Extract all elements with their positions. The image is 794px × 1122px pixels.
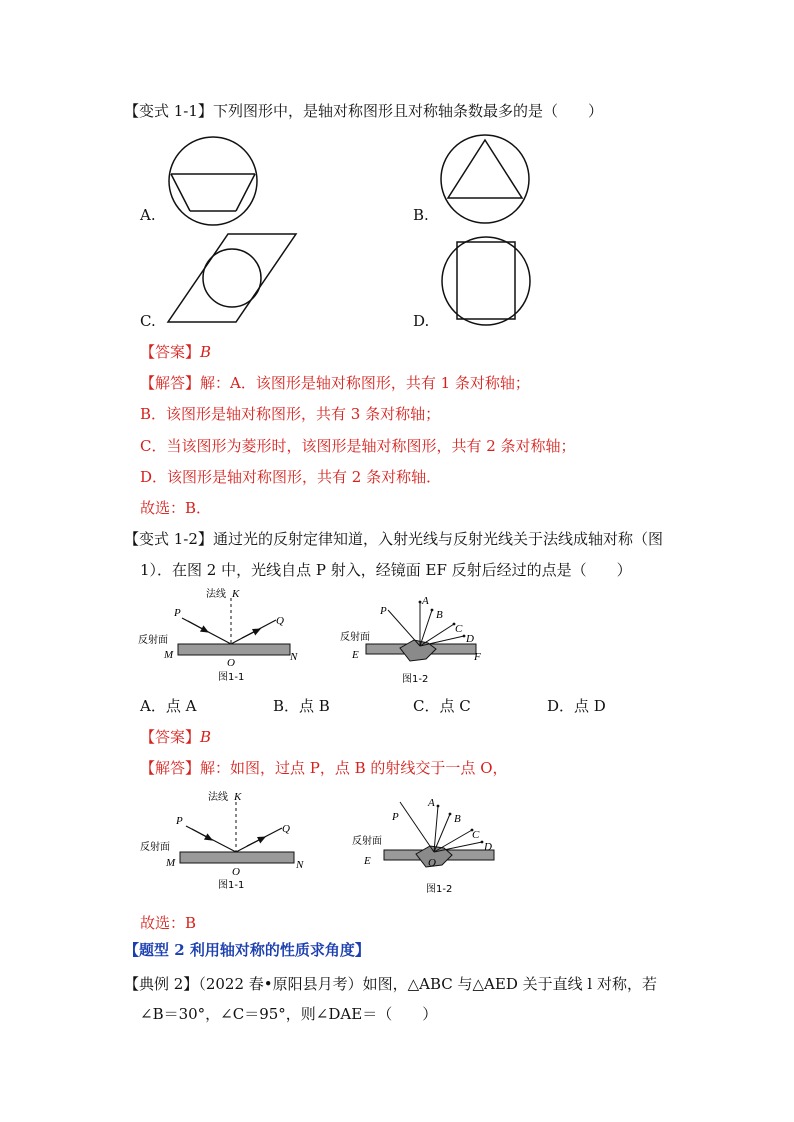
sol-fig2-o-label: O <box>428 857 436 869</box>
q3-stem-line1 <box>124 974 657 994</box>
fig2-a-label: A <box>422 595 429 607</box>
q1-explain-2: B．该图形是轴对称图形，共有 3 条对称轴； <box>140 405 441 423</box>
fig2-f-label: F <box>474 651 481 663</box>
q2-option-c: C．点 C <box>413 697 471 715</box>
q3-label: 【典例 2】 <box>124 975 199 993</box>
sol-fig1-normal-label: 法线 <box>208 792 228 803</box>
q1-answer-value: B <box>200 343 212 361</box>
q1-stem <box>124 101 603 121</box>
q2-option-d: D．点 D <box>547 697 606 715</box>
fig2-p-label: P <box>380 605 387 617</box>
q2-conclusion: 故选：B <box>140 914 197 932</box>
sol-fig2-e-label: E <box>364 855 371 867</box>
sol-fig2-a-label: A <box>428 797 435 809</box>
figure-c <box>168 232 298 324</box>
sol-fig1-n-label: N <box>296 859 304 871</box>
q1-explain-label: 【解答】 <box>140 374 201 392</box>
sol-fig2-b-label: B <box>454 813 461 825</box>
figure-1-2 <box>336 588 496 688</box>
fig1-k-label: K <box>232 588 240 600</box>
fig2-c-label: C <box>455 623 463 635</box>
fig1-caption: 图1-1 <box>218 672 245 683</box>
fig2-e-label: E <box>352 649 359 661</box>
sol-fig2-c-label: C <box>472 829 480 841</box>
figure-a <box>168 136 258 226</box>
q2-stem-line2: 1）．在图 2 中，光线自点 P 射入，经镜面 EF 反射后经过的点是（ ） <box>140 561 632 579</box>
q2-explain <box>140 758 508 778</box>
sol-fig1-o-label: O <box>232 866 240 878</box>
fig1-m-label: M <box>164 649 174 661</box>
fig1-normal-label: 法线 <box>206 589 226 600</box>
q1-answer-label: 【答案】 <box>140 343 201 361</box>
sol-fig2-d-label: D <box>484 841 492 853</box>
option-a: A. <box>140 206 156 224</box>
sol-fig1-caption: 图1-1 <box>218 880 245 891</box>
q2-answer <box>140 727 211 747</box>
q2-option-a: A．点 A <box>140 697 197 715</box>
section-heading: 【题型 2 利用轴对称的性质求角度】 <box>124 941 370 959</box>
option-d: D. <box>413 312 430 330</box>
fig1-mirror-label: 反射面 <box>138 635 168 646</box>
fig1-o-label: O <box>227 657 235 669</box>
q2-label: 【变式 1-2】 <box>124 530 213 548</box>
figure-1-1 <box>130 588 310 688</box>
q2-explain-label: 【解答】 <box>140 759 201 777</box>
sol-fig1-mirror-label: 反射面 <box>140 842 170 853</box>
fig1-p-label: P <box>174 607 181 619</box>
figure-b <box>440 134 530 224</box>
q3-stem-line2: ∠B＝30°，∠C＝95°，则∠DAE＝（ ） <box>140 1005 438 1023</box>
fig2-mirror-label: 反射面 <box>340 632 370 643</box>
q2-text-1: 通过光的反射定律知道，入射光线与反射光线关于法线成轴对称（图 <box>212 530 663 548</box>
q1-explain-1 <box>140 373 530 393</box>
sol-fig1-q-label: Q <box>282 823 290 835</box>
sol-fig2-caption: 图1-2 <box>426 884 453 895</box>
q1-explain-3: C．当该图形为菱形时，该图形是轴对称图形，共有 2 条对称轴； <box>140 437 576 455</box>
sol-fig2-mirror-label: 反射面 <box>352 836 382 847</box>
q1-text: 下列图形中，是轴对称图形且对称轴条数最多的是（ ） <box>212 102 603 120</box>
fig2-d-label: D <box>466 633 474 645</box>
option-b: B. <box>413 206 429 224</box>
q1-answer <box>140 342 211 362</box>
fig1-q-label: Q <box>276 615 284 627</box>
sol-fig1-k-label: K <box>234 791 242 803</box>
q2-option-b: B．点 B <box>273 697 330 715</box>
q1-conclusion: 故选：B． <box>140 499 212 517</box>
fig1-n-label: N <box>290 651 298 663</box>
fig2-b-label: B <box>436 609 443 621</box>
q2-answer-value: B <box>200 728 212 746</box>
q2-explain-text: 解：如图，过点 P，点 B 的射线交于一点 O， <box>200 759 508 777</box>
q3-text-1: （2022 春•原阳县月考）如图，△ABC 与△AED 关于直线 l 对称，若 <box>198 975 657 993</box>
q1-explain-line-1: 解：A．该图形是轴对称图形，共有 1 条对称轴； <box>200 374 530 392</box>
sol-fig2-p-label: P <box>392 811 399 823</box>
solution-figure-1-1 <box>130 788 320 898</box>
sol-fig1-m-label: M <box>166 857 176 869</box>
sol-fig1-p-label: P <box>176 815 183 827</box>
option-c: C. <box>140 312 156 330</box>
q1-explain-4: D．该图形是轴对称图形，共有 2 条对称轴． <box>140 468 442 486</box>
q2-answer-label: 【答案】 <box>140 728 201 746</box>
solution-figure-1-2 <box>346 792 506 900</box>
fig2-caption: 图1-2 <box>402 674 429 685</box>
figure-d <box>441 236 531 326</box>
q1-label: 【变式 1-1】 <box>124 102 213 120</box>
q2-stem-line1 <box>124 529 663 549</box>
